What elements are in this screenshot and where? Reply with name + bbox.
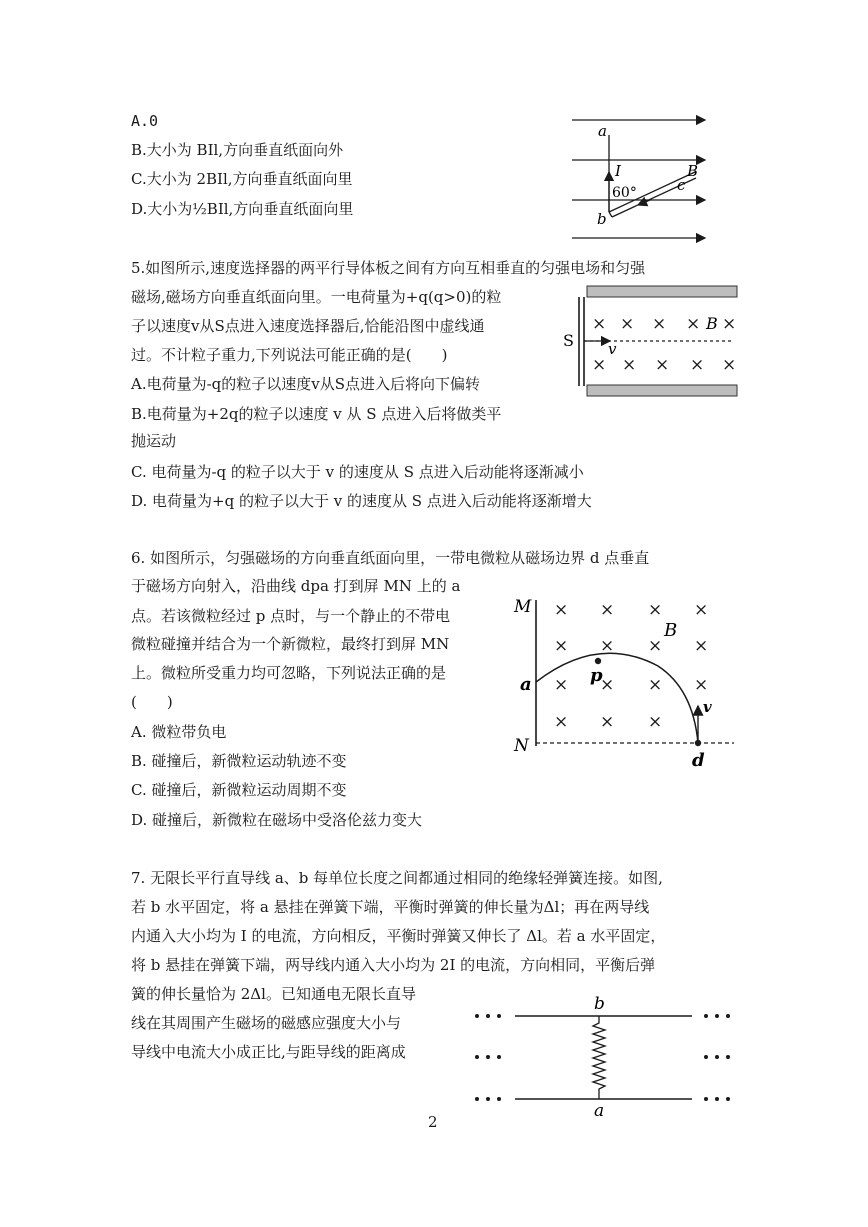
q7-stem-line-5: 簧的伸长量恰为 2Δl。已知通电无限长直导	[131, 985, 416, 1003]
q7-stem-line-3: 内通入大小均为 I 的电流，方向相反，平衡时弹簧又伸长了 Δl。若 a 水平固定，	[131, 927, 666, 945]
svg-text:×: ×	[648, 675, 663, 695]
q4-label-c: c	[677, 176, 686, 194]
svg-text:×: ×	[554, 600, 569, 620]
q5-option-b-cont: 抛运动	[131, 432, 177, 450]
q6-label-v: v	[703, 698, 712, 716]
svg-text:×: ×	[600, 600, 615, 620]
q6-stem-line-4: 微粒碰撞并结合为一个新微粒，最终打到屏 MN	[131, 635, 450, 653]
svg-text:×: ×	[622, 355, 637, 375]
q4-option-d: D.大小为½BIl,方向垂直纸面向里	[131, 200, 354, 218]
q5-option-d: D. 电荷量为+q 的粒子以大于 v 的速度从 S 点进入后动能将逐渐增大	[131, 492, 592, 510]
svg-text:×: ×	[652, 314, 667, 334]
svg-text:×: ×	[694, 600, 709, 620]
q4-option-a: A.0	[131, 112, 159, 130]
q6-label-p: p	[590, 665, 603, 686]
q6-stem-line-6: ( )	[131, 693, 173, 711]
q5-label-v: v	[608, 340, 617, 358]
svg-text:×: ×	[655, 355, 670, 375]
svg-text:×: ×	[694, 636, 709, 656]
q7-label-b: b	[594, 994, 605, 1014]
svg-text:×: ×	[648, 712, 663, 732]
svg-text:×: ×	[592, 314, 607, 334]
q6-label-a: a	[520, 674, 532, 695]
svg-text:×: ×	[600, 675, 615, 695]
page-number: 2	[428, 1113, 438, 1131]
q5-option-c: C. 电荷量为-q 的粒子以大于 v 的速度从 S 点进入后动能将逐渐减小	[131, 463, 584, 481]
svg-text:×: ×	[592, 355, 607, 375]
q6-stem-line-3: 点。若该微粒经过 p 点时，与一个静止的不带电	[131, 607, 451, 625]
q4-figure	[560, 110, 720, 250]
svg-text:×: ×	[554, 636, 569, 656]
q7-stem-line-6: 线在其周围产生磁场的磁感应强度大小与	[131, 1014, 402, 1032]
q6-label-m: M	[514, 597, 532, 617]
q5-figure	[560, 282, 740, 402]
q5-label-b: B	[706, 314, 718, 333]
q6-stem-line-5: 上。微粒所受重力均可忽略，下列说法正确的是	[131, 664, 447, 682]
q5-stem-line-4: 过。不计粒子重力,下列说法可能正确的是( )	[131, 346, 448, 364]
q6-option-b: B. 碰撞后，新微粒运动轨迹不变	[131, 752, 347, 770]
svg-text:×: ×	[554, 675, 569, 695]
q7-figure	[470, 993, 740, 1123]
q4-label-i: I	[615, 162, 621, 180]
svg-text:×: ×	[686, 314, 701, 334]
q5-stem-line-2: 磁场,磁场方向垂直纸面向里。一电荷量为+q(q>0)的粒	[131, 288, 502, 306]
q4-option-b: B.大小为 BIl,方向垂直纸面向外	[131, 141, 344, 159]
q7-stem-line-7: 导线中电流大小成正比,与距导线的距离成	[131, 1043, 406, 1061]
svg-text:×: ×	[554, 712, 569, 732]
svg-text:×: ×	[690, 355, 705, 375]
q6-option-d: D. 碰撞后，新微粒在磁场中受洛伦兹力变大	[131, 811, 423, 829]
q4-option-c: C.大小为 2BIl,方向垂直纸面向里	[131, 170, 353, 188]
q5-option-a: A.电荷量为-q的粒子以速度v从S点进入后将向下偏转	[131, 375, 481, 393]
svg-text:×: ×	[620, 314, 635, 334]
q6-option-a: A. 微粒带负电	[131, 723, 227, 741]
svg-text:×: ×	[600, 636, 615, 656]
q5-stem-line-3: 子以速度v从S点进入速度选择器后,恰能沿图中虚线通	[131, 317, 485, 335]
q4-label-bfield: B	[687, 162, 699, 180]
q6-label-n: N	[514, 736, 529, 756]
q6-stem-line-1: 6. 如图所示，匀强磁场的方向垂直纸面向里，一带电微粒从磁场边界 d 点垂直	[131, 549, 650, 567]
q7-stem-line-1: 7. 无限长平行直导线 a、b 每单位长度之间都通过相同的绝缘轻弹簧连接。如图,	[131, 869, 663, 887]
q4-label-a: a	[598, 122, 607, 140]
q7-label-a: a	[594, 1101, 605, 1121]
q5-label-s: S	[563, 331, 574, 350]
q6-label-b: B	[664, 620, 678, 641]
q4-label-angle: 60°	[612, 185, 637, 201]
q5-option-b: B.电荷量为+2q的粒子以速度 v 从 S 点进入后将做类平	[131, 405, 502, 423]
svg-text:×: ×	[600, 712, 615, 732]
q6-option-c: C. 碰撞后，新微粒运动周期不变	[131, 781, 347, 799]
q7-stem-line-2: 若 b 水平固定，将 a 悬挂在弹簧下端，平衡时弹簧的伸长量为Δl；再在两导线	[131, 898, 650, 916]
q6-label-d: d	[692, 750, 705, 771]
q7-stem-line-4: 将 b 悬挂在弹簧下端，两导线内通入大小均为 2I 的电流，方向相同，平衡后弹	[131, 956, 656, 974]
svg-text:×: ×	[722, 314, 737, 334]
q4-label-b: b	[597, 210, 607, 228]
svg-text:×: ×	[648, 600, 663, 620]
q6-stem-line-2: 于磁场方向射入，沿曲线 dpa 打到屏 MN 上的 a	[131, 577, 461, 595]
q5-stem-line-1: 5.如图所示,速度选择器的两平行导体板之间有方向互相垂直的匀强电场和匀强	[131, 259, 646, 277]
svg-text:×: ×	[648, 636, 663, 656]
svg-text:×: ×	[694, 675, 709, 695]
svg-text:×: ×	[722, 355, 737, 375]
q6-figure	[508, 594, 748, 774]
